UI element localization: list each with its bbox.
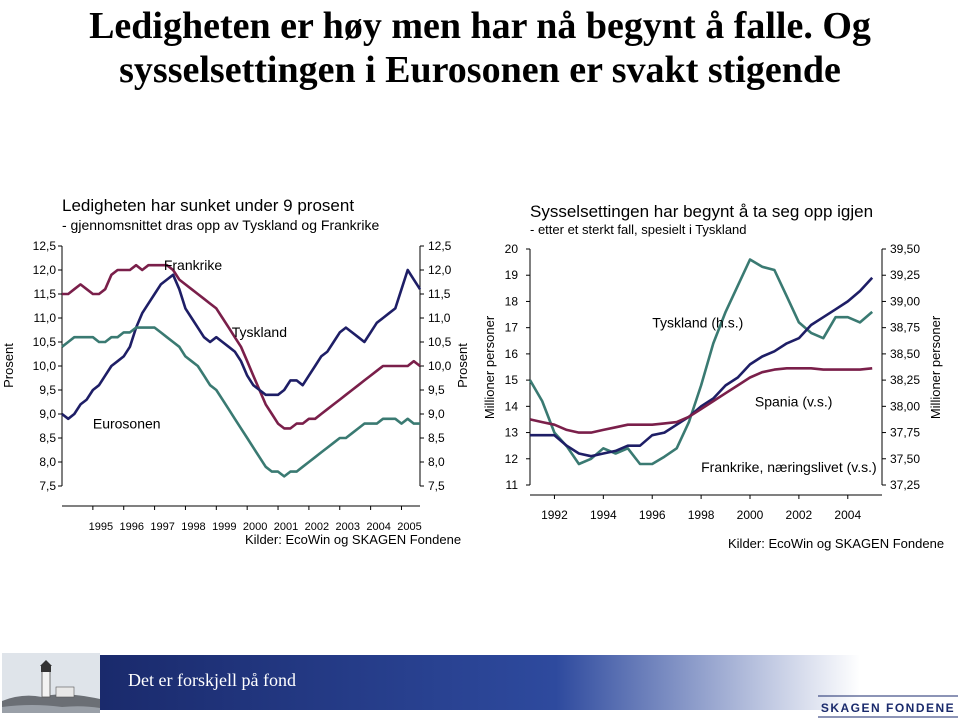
chart1-ytick-label-right: 12,0 bbox=[428, 263, 452, 277]
chart1-ytick-label-left: 8,5 bbox=[39, 431, 56, 445]
svg-text:SKAGEN FONDENE: SKAGEN FONDENE bbox=[820, 701, 956, 715]
footer-text: Det er forskjell på fond bbox=[128, 670, 296, 690]
chart2-ytick-label-left: 11 bbox=[505, 478, 518, 492]
chart1-ytick-label-left: 8,0 bbox=[39, 455, 56, 469]
chart1-title: Ledigheten har sunket under 9 prosent bbox=[62, 196, 355, 215]
chart1-ytick-label-left: 10,5 bbox=[32, 335, 56, 349]
chart1-ytick-label-right: 7,5 bbox=[428, 479, 445, 493]
chart1-ylabel-right: Prosent bbox=[454, 343, 470, 388]
chart1-ytick-label-left: 11,5 bbox=[33, 287, 56, 301]
chart2-ytick-label-left: 12 bbox=[504, 451, 518, 466]
title-line-2: sysselsettingen i Eurosonen er svakt stigende bbox=[119, 49, 841, 91]
chart2-ytick-label-right: 39,25 bbox=[890, 268, 921, 283]
chart1-xtick-label: 1999 bbox=[212, 521, 237, 533]
chart1-ytick-label-right: 11,5 bbox=[428, 287, 451, 301]
chart2-ytick-label-left: 13 bbox=[504, 425, 518, 440]
chart2-ylabel-left: Millioner personer bbox=[482, 315, 498, 420]
title-line-1: Ledigheten er høy men har nå begynt å falle. Og bbox=[89, 5, 871, 47]
chart2-subtitle: - etter et sterkt fall, spesielt i Tyskland bbox=[530, 222, 747, 237]
chart2-title: Sysselsettingen har begynt å ta seg opp igjen bbox=[530, 202, 874, 221]
chart1-series-label: Frankrike bbox=[163, 257, 223, 273]
chart1-ytick-label-right: 10,0 bbox=[428, 359, 452, 373]
chart1-ytick-label-left: 12,0 bbox=[32, 263, 56, 277]
chart2-xtick-label: 1992 bbox=[541, 508, 568, 522]
chart1-ylabel-left: Prosent bbox=[0, 343, 16, 388]
chart1-ytick-label-right: 8,5 bbox=[428, 431, 445, 445]
chart1-xtick-label: 1997 bbox=[150, 521, 175, 533]
chart1-ytick-label-right: 12,5 bbox=[428, 239, 452, 253]
chart1-ytick-label-left: 11,0 bbox=[33, 311, 56, 325]
chart1-subtitle: - gjennomsnittet dras opp av Tyskland og Frankrike bbox=[62, 217, 380, 233]
chart2-xtick-label: 2002 bbox=[785, 508, 813, 522]
chart1-ytick-label-left: 12,5 bbox=[32, 239, 56, 253]
chart1-xtick-label: 2005 bbox=[397, 521, 422, 533]
chart2-ytick-label-right: 37,50 bbox=[890, 451, 921, 466]
chart-employment bbox=[480, 235, 940, 525]
chart2-ytick-label-right: 38,25 bbox=[890, 373, 921, 388]
chart1-series-label: Tyskland bbox=[231, 324, 287, 341]
chart2-ylabel-right: Millioner personer bbox=[928, 315, 944, 420]
chart2-xtick-label: 1998 bbox=[687, 508, 715, 522]
chart1-source: Kilder: EcoWin og SKAGEN Fondene bbox=[245, 532, 462, 547]
chart2-ytick-label-right: 39,00 bbox=[890, 294, 921, 309]
chart2-series-label: Frankrike, næringslivet (v.s.) bbox=[701, 458, 877, 475]
chart2-ytick-label-right: 38,50 bbox=[890, 346, 921, 361]
chart1-ytick-label-right: 8,0 bbox=[428, 455, 445, 469]
chart2-series-line bbox=[530, 278, 872, 456]
chart2-series-label: Spania (v.s.) bbox=[754, 393, 833, 410]
chart1-series-tyskland bbox=[62, 270, 420, 419]
chart1-xtick-label: 1996 bbox=[119, 521, 144, 533]
chart1-xtick-label: 2004 bbox=[366, 521, 391, 533]
chart2-ytick-label-left: 18 bbox=[504, 294, 518, 309]
chart1-xtick-label: 2002 bbox=[304, 521, 330, 533]
chart2-ytick-label-right: 39,50 bbox=[890, 242, 921, 256]
chart2-source: Kilder: EcoWin og SKAGEN Fondene bbox=[728, 536, 945, 551]
chart1-ytick-label-left: 7,5 bbox=[39, 479, 56, 493]
chart1-series-frankrike bbox=[62, 265, 420, 428]
chart2-ytick-label-left: 20 bbox=[504, 242, 518, 256]
chart2-ytick-label-left: 19 bbox=[504, 268, 518, 283]
page-title bbox=[0, 4, 960, 92]
lighthouse-image bbox=[2, 653, 100, 713]
chart2-ytick-label-left: 16 bbox=[504, 346, 518, 361]
chart2-xtick-label: 1996 bbox=[638, 508, 666, 522]
chart2-ytick-label-right: 37,25 bbox=[890, 478, 921, 492]
chart2-ytick-label-right: 38,75 bbox=[890, 320, 921, 335]
chart1-ytick-label-left: 9,5 bbox=[39, 383, 56, 397]
chart2-ytick-label-left: 14 bbox=[504, 399, 518, 414]
chart2-xtick-label: 2004 bbox=[834, 508, 862, 522]
chart2-xtick-label: 2000 bbox=[736, 508, 764, 522]
chart1-xtick-label: 2003 bbox=[335, 521, 361, 533]
chart1-xtick-label: 2001 bbox=[273, 521, 299, 533]
chart-unemployment bbox=[0, 230, 480, 533]
chart1-ytick-label-right: 11,0 bbox=[428, 311, 451, 325]
chart2-xtick-label: 1994 bbox=[589, 508, 617, 522]
chart1-ytick-label-right: 9,5 bbox=[428, 383, 445, 397]
chart2-ytick-label-left: 17 bbox=[504, 320, 518, 335]
chart1-series-label: Eurosonen bbox=[92, 415, 161, 432]
chart1-ytick-label-left: 10,0 bbox=[32, 359, 56, 373]
chart2-series-label: Tyskland (h.s.) bbox=[652, 314, 744, 331]
chart1-xtick-label: 1998 bbox=[181, 521, 206, 533]
chart1-xtick-label: 2000 bbox=[242, 521, 268, 533]
chart2-ytick-label-left: 15 bbox=[504, 373, 518, 388]
chart1-xtick-label: 1995 bbox=[88, 521, 114, 533]
chart2-ytick-label-right: 37,75 bbox=[890, 425, 921, 440]
chart1-ytick-label-right: 9,0 bbox=[428, 407, 445, 421]
skagen-logo bbox=[818, 690, 958, 720]
chart1-ytick-label-left: 9,0 bbox=[39, 407, 56, 421]
chart1-ytick-label-right: 10,5 bbox=[428, 335, 452, 349]
chart2-ytick-label-right: 38,00 bbox=[890, 399, 921, 414]
